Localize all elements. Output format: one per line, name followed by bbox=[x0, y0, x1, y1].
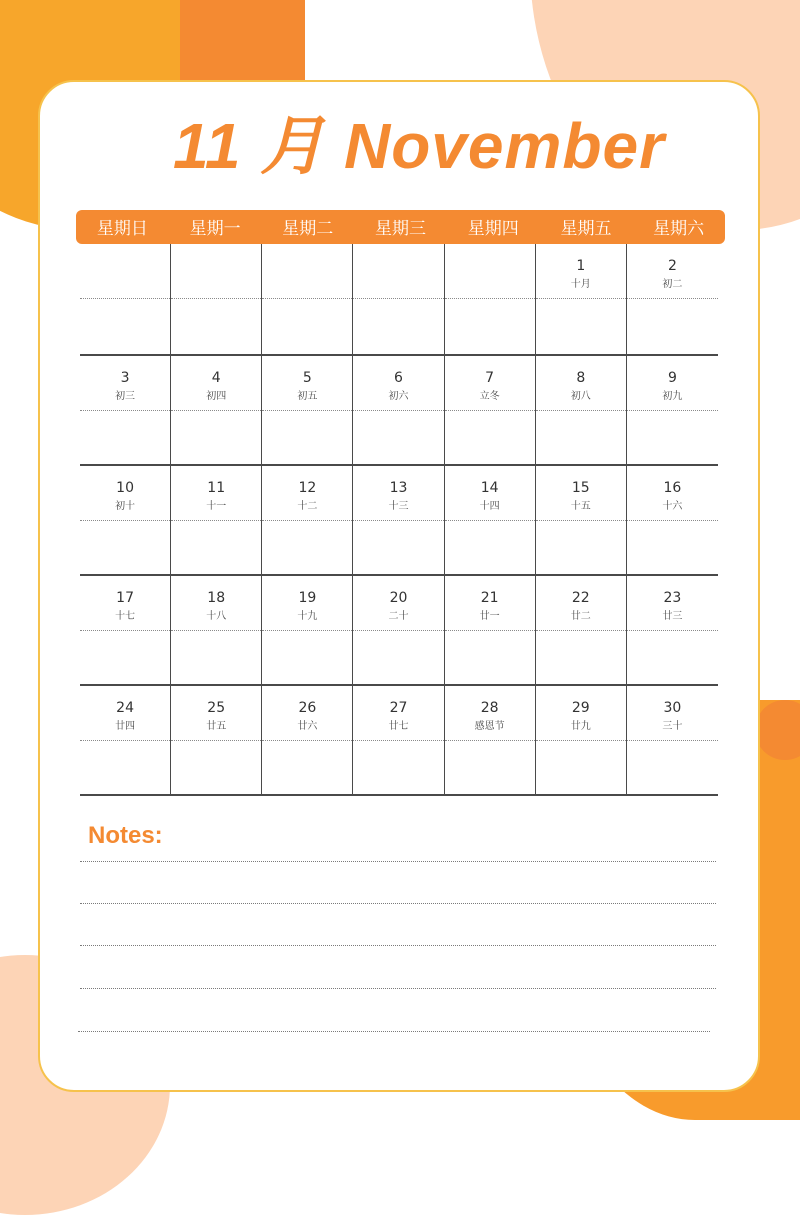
lunar-date: 廿六 bbox=[297, 721, 318, 732]
lunar-date: 初五 bbox=[297, 391, 318, 402]
lunar-date: 廿三 bbox=[662, 611, 683, 622]
day-cell[interactable] bbox=[445, 464, 536, 574]
weekday-header bbox=[76, 210, 725, 244]
lunar-date: 十六 bbox=[662, 501, 683, 512]
lunar-date: 三十 bbox=[662, 721, 683, 732]
day-cell[interactable] bbox=[171, 244, 262, 354]
day-cell[interactable] bbox=[536, 354, 627, 464]
weekday-label: 星期三 bbox=[375, 219, 427, 239]
lunar-date: 廿九 bbox=[570, 721, 591, 732]
day-number: 28 bbox=[480, 700, 499, 716]
day-cell[interactable] bbox=[171, 574, 262, 684]
day-number: 12 bbox=[298, 480, 317, 496]
day-cell[interactable] bbox=[262, 464, 353, 574]
day-number: 4 bbox=[211, 370, 221, 386]
lunar-date: 十八 bbox=[206, 611, 227, 622]
day-number: 7 bbox=[485, 370, 495, 386]
lunar-date: 十五 bbox=[570, 501, 591, 512]
day-cell[interactable] bbox=[80, 464, 171, 574]
lunar-date: 廿一 bbox=[479, 611, 500, 622]
day-number: 18 bbox=[207, 590, 226, 606]
lunar-date: 初十 bbox=[115, 501, 136, 512]
day-cell[interactable] bbox=[262, 244, 353, 354]
lunar-date: 十月 bbox=[570, 279, 591, 290]
day-number: 8 bbox=[576, 370, 586, 386]
day-number: 29 bbox=[571, 700, 590, 716]
day-number: 22 bbox=[571, 590, 590, 606]
day-number: 9 bbox=[667, 370, 677, 386]
lunar-date: 廿五 bbox=[206, 721, 227, 732]
day-number: 15 bbox=[571, 480, 590, 496]
lunar-date: 廿二 bbox=[570, 611, 591, 622]
day-number: 16 bbox=[663, 480, 682, 496]
day-number: 19 bbox=[298, 590, 317, 606]
day-cell[interactable] bbox=[627, 354, 718, 464]
day-cell[interactable] bbox=[536, 244, 627, 354]
day-cell[interactable] bbox=[445, 244, 536, 354]
day-number: 27 bbox=[389, 700, 408, 716]
notes-line[interactable] bbox=[80, 945, 716, 946]
day-cell[interactable] bbox=[627, 684, 718, 794]
lunar-date: 初八 bbox=[570, 391, 591, 402]
day-cell[interactable] bbox=[627, 574, 718, 684]
day-number: 10 bbox=[116, 480, 134, 496]
day-number: 24 bbox=[116, 700, 134, 716]
lunar-date: 廿七 bbox=[388, 721, 409, 732]
day-cell[interactable] bbox=[445, 354, 536, 464]
day-cell[interactable] bbox=[536, 464, 627, 574]
page-title: 11 月 November bbox=[173, 110, 665, 182]
day-cell[interactable] bbox=[445, 684, 536, 794]
lunar-date: 初四 bbox=[206, 391, 227, 402]
decor-blob-dark-orange-top bbox=[180, 0, 305, 80]
day-number: 30 bbox=[663, 700, 682, 716]
lunar-date: 初二 bbox=[662, 279, 683, 290]
lunar-date: 十七 bbox=[115, 611, 136, 622]
day-cell[interactable] bbox=[171, 684, 262, 794]
lunar-date: 初三 bbox=[115, 391, 136, 402]
day-cell[interactable] bbox=[262, 354, 353, 464]
notes-line[interactable] bbox=[80, 903, 716, 904]
day-number: 6 bbox=[394, 370, 403, 386]
day-number: 5 bbox=[302, 370, 312, 386]
day-number: 26 bbox=[298, 700, 317, 716]
day-cell[interactable] bbox=[353, 574, 444, 684]
day-cell[interactable] bbox=[80, 574, 171, 684]
day-cell[interactable] bbox=[445, 574, 536, 684]
notes-line[interactable] bbox=[80, 861, 716, 862]
day-cell[interactable] bbox=[627, 464, 718, 574]
day-number: 21 bbox=[480, 590, 499, 606]
day-cell[interactable] bbox=[80, 354, 171, 464]
day-number: 11 bbox=[207, 480, 226, 496]
lunar-date: 十二 bbox=[297, 501, 318, 512]
day-number: 20 bbox=[389, 590, 408, 606]
lunar-date: 廿四 bbox=[115, 721, 136, 732]
day-cell[interactable] bbox=[80, 244, 171, 354]
weekday-label: 星期五 bbox=[560, 219, 612, 239]
lunar-date: 十四 bbox=[479, 501, 500, 512]
weekday-label: 星期一 bbox=[189, 219, 241, 239]
day-number: 14 bbox=[480, 480, 499, 496]
calendar-grid bbox=[80, 244, 718, 796]
day-number: 25 bbox=[207, 700, 226, 716]
lunar-date: 初六 bbox=[388, 391, 409, 402]
day-cell[interactable] bbox=[353, 684, 444, 794]
notes-line[interactable] bbox=[80, 988, 716, 989]
day-cell[interactable] bbox=[171, 354, 262, 464]
day-cell[interactable] bbox=[262, 574, 353, 684]
lunar-date: 感恩节 bbox=[474, 721, 505, 732]
lunar-date: 二十 bbox=[388, 611, 409, 622]
day-number: 1 bbox=[576, 258, 586, 274]
day-cell[interactable] bbox=[536, 684, 627, 794]
lunar-date: 立冬 bbox=[479, 391, 500, 402]
lunar-date: 十九 bbox=[297, 611, 318, 622]
day-number: 3 bbox=[120, 370, 130, 386]
day-cell[interactable] bbox=[171, 464, 262, 574]
day-number: 23 bbox=[663, 590, 682, 606]
day-cell[interactable] bbox=[627, 244, 718, 354]
lunar-date: 十一 bbox=[206, 501, 227, 512]
day-cell[interactable] bbox=[80, 684, 171, 794]
day-number: 17 bbox=[116, 590, 134, 606]
day-cell[interactable] bbox=[353, 464, 444, 574]
weekday-label: 星期六 bbox=[653, 219, 705, 239]
notes-label: Notes: bbox=[88, 822, 163, 849]
weekday-label: 星期日 bbox=[96, 219, 148, 239]
day-cell[interactable] bbox=[353, 244, 444, 354]
weekday-label: 星期四 bbox=[467, 219, 519, 239]
notes-line[interactable] bbox=[78, 1031, 710, 1032]
lunar-date: 初九 bbox=[662, 391, 683, 402]
day-number: 13 bbox=[389, 480, 408, 496]
day-cell[interactable] bbox=[536, 574, 627, 684]
day-number: 2 bbox=[667, 258, 677, 274]
day-cell[interactable] bbox=[262, 684, 353, 794]
day-cell[interactable] bbox=[353, 354, 444, 464]
weekday-label: 星期二 bbox=[282, 219, 334, 239]
lunar-date: 十三 bbox=[388, 501, 409, 512]
